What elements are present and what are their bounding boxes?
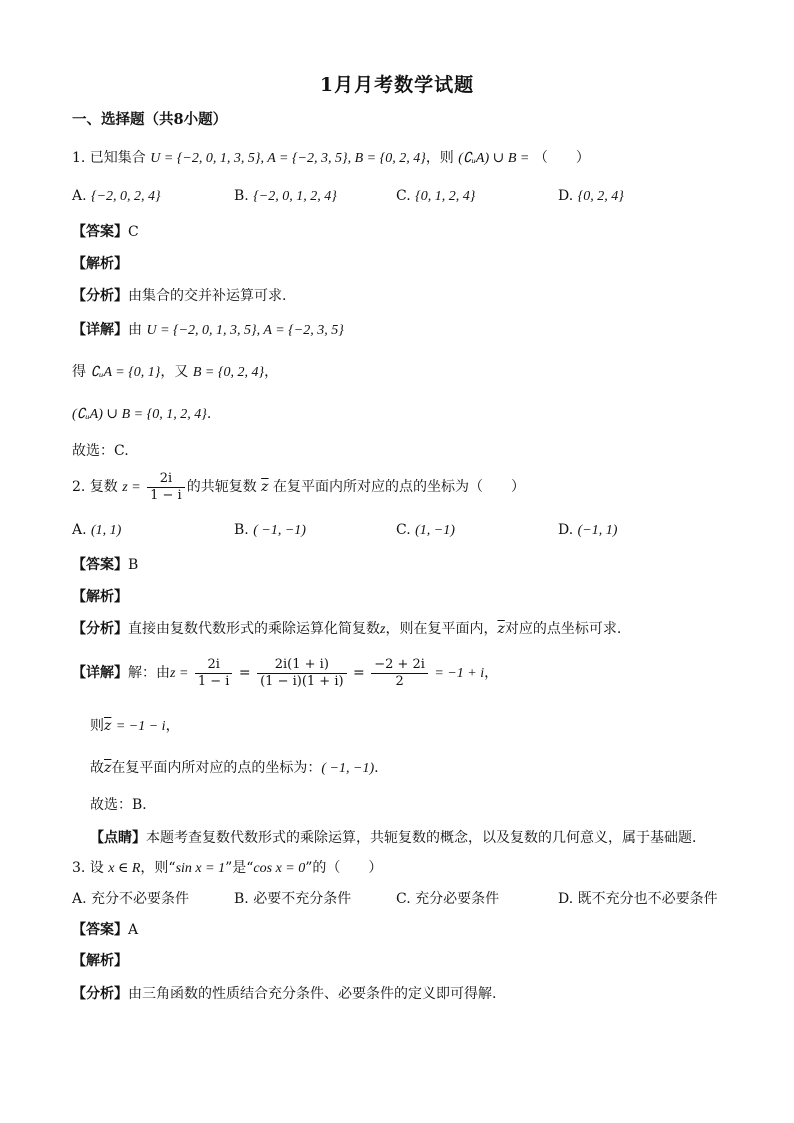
option-text: {0, 2, 4} (577, 189, 624, 204)
detail-fraction-1 (195, 657, 233, 690)
fraction-denominator: (1 − i)(1 + i) (260, 673, 344, 689)
answer-tag: 【答案】 (72, 557, 128, 573)
option-label: C. (396, 188, 411, 204)
q3-stem-text: ”是“ (225, 860, 254, 876)
q1-stem-sets: U = {−2, 0, 1, 3, 5}, A = {−2, 3, 5}, B = {0, 2, 4} (150, 151, 426, 166)
q3-stem-cos: cos x = 0 (253, 861, 306, 876)
q1-stem-paren: （ ） (533, 150, 590, 166)
gu-coord: ( −1, −1) (321, 761, 375, 776)
q2-option-c (396, 520, 455, 541)
q2-stem-mid: 的共轭复数 (186, 479, 257, 495)
q3-fenxi (72, 984, 496, 1004)
gu-zbar: $\overline{z}$ (104, 760, 112, 776)
option-text: {−2, 0, 2, 4} (91, 189, 161, 204)
q1-detail-2 (72, 362, 278, 383)
q2-option-a (72, 520, 121, 541)
answer-tag: 【答案】 (72, 922, 128, 938)
gu-text: 在复平面内所对应的点的坐标为： (111, 760, 322, 776)
detail-fraction-3 (371, 657, 428, 690)
q3-stem-prefix: 3. 设 (72, 860, 104, 876)
q2-option-b (234, 520, 306, 541)
option-label: C. (396, 522, 411, 538)
option-text: 必要不充分条件 (253, 891, 352, 907)
dianjing-text: 本题考查复数代数形式的乘除运算，共轭复数的概念，以及复数的几何意义，属于基础题． (146, 830, 706, 846)
fraction-numerator: 2i (147, 471, 185, 488)
fraction-denominator: 1 − i (150, 487, 182, 503)
q3-analysis-tag (72, 951, 128, 971)
detail-text: ，又 (160, 364, 189, 380)
q1-stem (72, 148, 590, 169)
q2-zbar: $\overline{z}$ (261, 479, 269, 495)
detail-text: 得 (72, 364, 86, 380)
detail-tag: 【详解】 (72, 665, 128, 681)
option-text: {−2, 0, 1, 2, 4} (253, 189, 337, 204)
q1-answer (72, 222, 139, 242)
q2-z-eq: z = (122, 480, 141, 495)
q1-detail-3 (72, 404, 211, 425)
detail-text: 解：由 (128, 665, 170, 681)
ze-prefix: 则 (90, 718, 104, 734)
detail-math: (∁ᵤA) ∪ B = {0, 1, 2, 4} (72, 407, 207, 422)
detail-tag: 【详解】 (72, 322, 128, 338)
q1-option-b (234, 186, 337, 207)
option-label: D. (558, 188, 574, 204)
q3-answer (72, 920, 138, 940)
dianjing-tag: 【点睛】 (90, 830, 146, 846)
q1-stem-prefix: 1. 已知集合 (72, 150, 146, 166)
q3-stem (72, 858, 382, 879)
fenxi-text: 由三角函数的性质结合充分条件、必要条件的定义即可得解. (128, 986, 497, 1002)
option-label: A. (72, 188, 87, 204)
q3-stem-math: x ∈ R (108, 861, 141, 876)
analysis-tag: 【解析】 (72, 589, 128, 605)
detail-math: U = {−2, 0, 1, 3, 5}, A = {−2, 3, 5} (146, 323, 344, 338)
q2-stem-end: 在复平面内所对应的点的坐标为（ ） (273, 479, 526, 495)
ze-end: ， (165, 718, 180, 734)
ze-math: = −1 − i (115, 719, 166, 734)
option-text: 充分不必要条件 (91, 891, 190, 907)
option-text: 既不充分也不必要条件 (577, 891, 718, 907)
option-text: ( −1, −1) (253, 523, 306, 538)
analysis-tag: 【解析】 (72, 953, 128, 969)
q3-option-b (234, 889, 351, 909)
q2-answer (72, 555, 138, 575)
q2-fraction (147, 471, 185, 504)
option-label: D. (558, 522, 574, 538)
analysis-tag: 【解析】 (72, 256, 128, 272)
detail-fraction-2 (257, 657, 346, 690)
q3-option-a (72, 889, 189, 909)
q2-gu (90, 758, 379, 779)
q1-choose: 故选：C. (72, 443, 129, 459)
detail-z: z = (170, 666, 189, 681)
q2-detail: 【详解】解：由z = $\frac{2i}{1 - i}$ = $\frac{2i(1 + i)}{(1 - i)(1 + i)}$ = $\frac{-2 + 2i}{2}$ = −1 + i， (72, 656, 499, 689)
answer-tag: 【答案】 (72, 224, 128, 240)
detail-math: ∁ᵤA = {0, 1} (90, 365, 161, 380)
section-heading: 一、选择题（共8小题） (72, 111, 228, 128)
fraction-denominator: 2 (395, 673, 404, 689)
q2-analysis-tag (72, 587, 128, 607)
gu-prefix: 故 (90, 760, 104, 776)
option-label: B. (234, 891, 249, 907)
option-label: B. (234, 188, 249, 204)
q1-stem-mid: ，则 (425, 150, 454, 166)
fenxi-tag: 【分析】 (72, 621, 128, 637)
option-label: A. (72, 891, 87, 907)
ze-zbar: $\overline{z}$ (104, 718, 112, 734)
option-text: {0, 1, 2, 4} (415, 189, 476, 204)
q2-option-d (558, 520, 617, 541)
fenxi-text: 对应的点坐标可求. (504, 621, 622, 637)
option-text: 充分必要条件 (415, 891, 500, 907)
fenxi-z: z (380, 622, 386, 637)
q3-stem-sin: sin x = 1 (175, 861, 226, 876)
option-text: (1, −1) (415, 523, 455, 538)
q2-choose: 故选：B． (90, 797, 157, 813)
q1-option-a (72, 186, 161, 207)
option-text: (−1, 1) (577, 523, 618, 538)
fraction-numerator: 2i (195, 657, 233, 674)
gu-end: . (374, 760, 379, 776)
q3-option-c (396, 889, 499, 909)
q1-stem-expr: (∁ᵤA) ∪ B = (458, 151, 530, 166)
fenxi-zbar: $\overline{z}$ (497, 621, 505, 637)
detail-text: 由 (128, 322, 142, 338)
q2-fenxi (72, 619, 621, 640)
option-label: C. (396, 891, 411, 907)
fenxi-text: 直接由复数代数形式的乘除运算化简复数 (128, 621, 380, 637)
q2-stem-prefix: 2. 复数 (72, 479, 118, 495)
q2-ze (90, 716, 180, 737)
q3-stem-text: ，则“ (140, 860, 176, 876)
detail-text: . (206, 406, 212, 422)
q3-option-d (558, 889, 718, 909)
option-label: B. (234, 522, 249, 538)
q1-detail-1 (72, 320, 344, 341)
detail-result: = −1 + i (434, 666, 485, 681)
q1-option-c (396, 186, 475, 207)
q3-stem-text: ”的（ ） (305, 860, 383, 876)
fenxi-tag: 【分析】 (72, 986, 128, 1002)
option-text: (1, 1) (91, 523, 122, 538)
answer-value: B (128, 557, 139, 573)
q2-dianjing (90, 828, 706, 848)
answer-value: A (128, 922, 139, 938)
q1-analysis-tag (72, 254, 128, 274)
answer-value: C (128, 224, 139, 240)
fraction-denominator: 1 − i (197, 673, 230, 689)
page-title: 1月月考数学试题 (319, 74, 475, 96)
fraction-numerator: −2 + 2i (371, 657, 428, 674)
fenxi-text: ，则在复平面内， (385, 621, 498, 637)
detail-math: B = {0, 2, 4} (192, 365, 265, 380)
fraction-numerator: 2i(1 + i) (257, 657, 346, 674)
q2-stem (72, 470, 525, 505)
q1-fenxi (72, 286, 286, 306)
detail-text: ， (264, 364, 279, 380)
option-label: D. (558, 891, 574, 907)
fenxi-text: 由集合的交并补运算可求. (128, 288, 287, 304)
fenxi-tag: 【分析】 (72, 288, 128, 304)
q1-option-d (558, 186, 624, 207)
option-label: A. (72, 522, 87, 538)
detail-text: ， (484, 665, 499, 681)
